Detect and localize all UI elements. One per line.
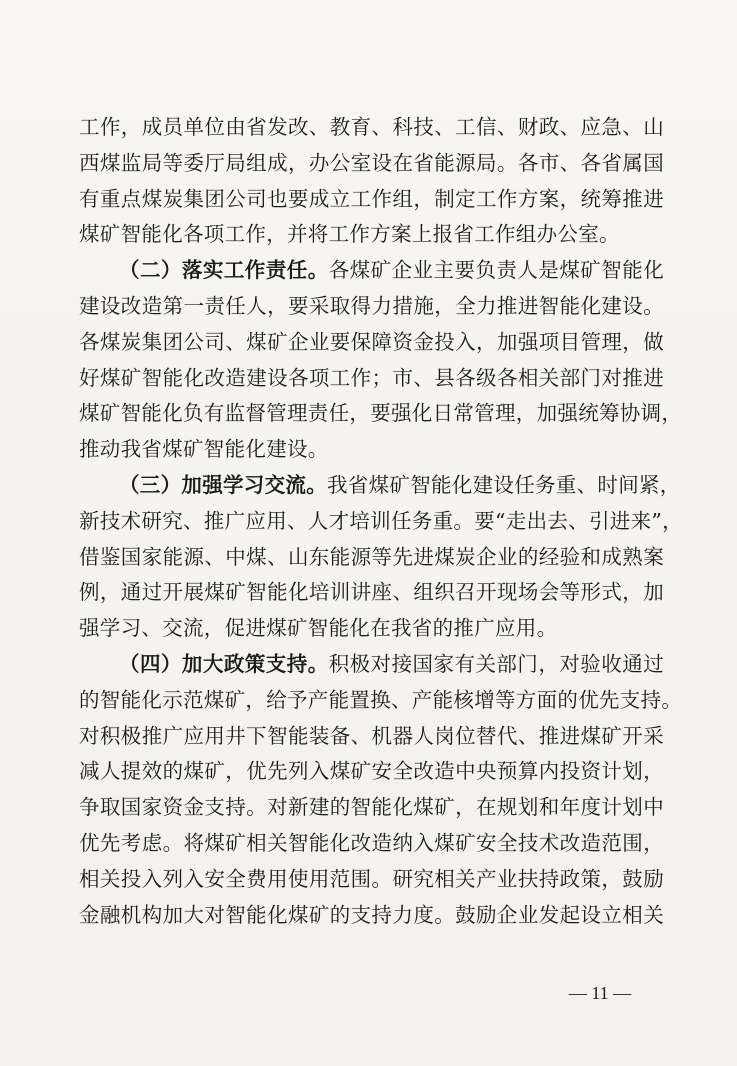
- text-line: 减人提效的煤矿，优先列入煤矿安全改造中央预算内投资计划，: [79, 759, 664, 784]
- text-line: [79, 253, 664, 289]
- paragraph-2: [79, 253, 683, 468]
- text-line: 各煤炭集团公司、煤矿企业要保障资金投入，加强项目管理，做: [79, 329, 664, 354]
- text-line: 强学习、交流，促进煤矿智能化在我省的推广应用。: [79, 616, 558, 641]
- paragraph-1: [79, 110, 664, 253]
- text-line: 好煤矿智能化改造建设各项工作；市、县各级各相关部门对推进: [79, 365, 664, 390]
- text-run: 积极对接国家有关部门，对验收通过: [328, 651, 664, 676]
- text-line: 相关投入列入安全费用使用范围。研究相关产业扶持政策，鼓励: [79, 866, 664, 891]
- text-line: [79, 468, 681, 504]
- text-line: 建设改造第一责任人，要采取得力措施，全力推进智能化建设。: [79, 293, 664, 318]
- section-heading: （四）加大政策支持。: [119, 651, 329, 676]
- text-line: 推动我省煤矿智能化建设。: [79, 437, 329, 462]
- text-line: 优先考虑。将煤矿相关智能化改造纳入煤矿安全技术改造范围，: [79, 830, 664, 855]
- text-line: 金融机构加大对智能化煤矿的支持力度。鼓励企业发起设立相关: [79, 902, 664, 927]
- body-text: [79, 110, 683, 933]
- text-line: 有重点煤炭集团公司也要成立工作组，制定工作方案，统筹推进: [79, 186, 664, 211]
- text-run: 各煤矿企业主要负责人是煤矿智能化: [328, 258, 664, 283]
- text-line: [79, 647, 664, 683]
- text-run: 我省煤矿智能化建设任务重、时间紧，: [327, 472, 681, 497]
- paragraph-3: [79, 468, 683, 647]
- text-line: 工作，成员单位由省发改、教育、科技、工信、财政、应急、山: [79, 115, 664, 139]
- paragraph-4: [79, 647, 683, 933]
- text-line: 争取国家资金支持。对新建的智能化煤矿，在规划和年度计划中: [79, 795, 664, 820]
- text-line: 对积极推广应用井下智能装备、机器人岗位替代、推进煤矿开采: [79, 723, 664, 748]
- text-line: 例，通过开展煤矿智能化培训讲座、组织召开现场会等形式，加: [79, 580, 664, 605]
- text-line: 煤矿智能化负有监督管理责任，要强化日常管理，加强统筹协调，: [79, 401, 683, 426]
- section-heading: （二）落实工作责任。: [119, 258, 329, 283]
- text-line: 煤矿智能化各项工作，并将工作方案上报省工作组办公室。: [79, 222, 620, 247]
- section-heading: （三）加强学习交流。: [119, 472, 327, 497]
- page-number: — 11 —: [568, 983, 632, 1003]
- text-line: 西煤监局等委厅局组成，办公室设在省能源局。各市、各省属国: [79, 150, 664, 175]
- text-line: 借鉴国家能源、中煤、山东能源等先进煤炭企业的经验和成熟案: [79, 544, 664, 569]
- text-line: 的智能化示范煤矿，给予产能置换、产能核增等方面的优先支持。: [79, 687, 683, 712]
- text-line: 新技术研究、推广应用、人才培训任务重。要“走出去、引进来”，: [79, 508, 683, 533]
